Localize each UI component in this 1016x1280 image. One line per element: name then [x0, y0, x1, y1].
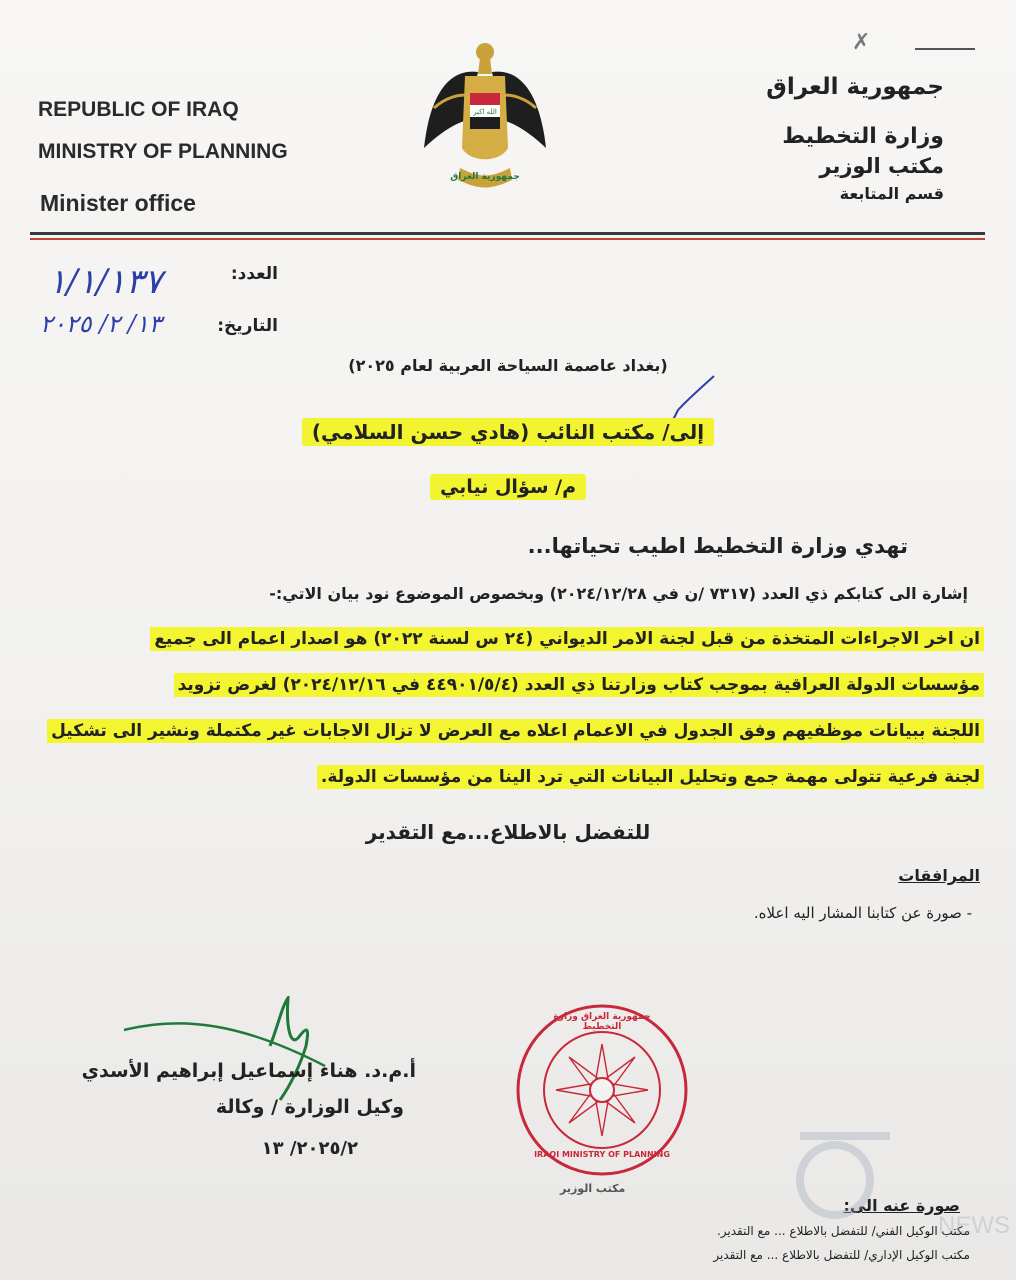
- margin-mark: ✗: [852, 30, 871, 55]
- number-value: ١/١/١٣٧: [48, 262, 163, 302]
- margin-dash: [915, 48, 975, 50]
- news-watermark-logo: [790, 1130, 900, 1224]
- stamp-under-text: مكتب الوزير: [560, 1182, 626, 1195]
- attachments-title: المرافقات: [898, 866, 980, 885]
- body-line: مؤسسات الدولة العراقية بموجب كتاب وزارتنا ذي العدد (٤٤٩٠١/٥/٤ في ٢٠٢٤/١٢/١٦) لغرض تزويد: [29, 666, 984, 712]
- header-ar-ministry: وزارة التخطيط: [782, 124, 944, 149]
- copies-item: مكتب الوكيل الإداري/ للتفضل بالاطلاع ... مع التقدير: [713, 1248, 970, 1262]
- header-ar-country: جمهورية العراق: [766, 74, 944, 100]
- date-value: ١٣/ ٢/ ٢٠٢٥: [40, 310, 162, 338]
- greeting: تهدي وزارة التخطيط اطيب تحياتها...: [527, 534, 908, 558]
- stamp-top-text: جمهورية العراق وزارة التخطيط: [553, 1012, 651, 1032]
- copies-title: صورة عنه الى:: [843, 1196, 960, 1215]
- recipient-line: [0, 420, 1016, 444]
- header-ar-office: مكتب الوزير: [819, 154, 944, 178]
- copies-item: مكتب الوكيل الفني/ للتفضل بالاطلاع ... مع التقدير.: [716, 1224, 970, 1238]
- header-en-ministry: MINISTRY OF PLANNING: [38, 140, 288, 163]
- signatory-title: وكيل الوزارة / وكالة: [215, 1096, 404, 1118]
- iraq-emblem-icon: [420, 38, 550, 208]
- header-rule-red: [30, 238, 985, 240]
- body-line: اللجنة ببيانات موظفيهم وفق الجدول في الاعمام اعلاه مع العرض لا تزال الاجابات غير مكتملة ونشير الى تشكيل: [29, 712, 984, 758]
- handwritten-signature: [120, 996, 350, 1110]
- ministry-stamp: [512, 1000, 692, 1180]
- header-en-country: REPUBLIC OF IRAQ: [38, 98, 239, 121]
- signatory-name: أ.م.د. هناء إسماعيل إبراهيم الأسدي: [81, 1060, 416, 1082]
- subject-text: م/ سؤال نيابي: [430, 474, 586, 500]
- header-ar-department: قسم المتابعة: [839, 184, 944, 203]
- emblem-caption: جمهورية العراق: [450, 172, 520, 182]
- number-label: العدد:: [230, 264, 278, 284]
- subject-line: [0, 476, 1016, 498]
- body-line: لجنة فرعية تتولى مهمة جمع وتحليل البيانات التي ترد الينا من مؤسسات الدولة.: [29, 758, 984, 804]
- recipient-text: إلى/ مكتب النائب (هادي حسن السلامي): [302, 418, 714, 446]
- body-line: ان اخر الاجراءات المتخذة من قبل لجنة الامر الديواني (٢٤ س لسنة ٢٠٢٢) هو اصدار اعمام الى جميع: [29, 620, 984, 666]
- header-en-office: Minister office: [40, 190, 196, 216]
- body-paragraph: [29, 620, 984, 804]
- watermark-text: NEWS: [938, 1212, 1010, 1239]
- closing-line: للتفضل بالاطلاع...مع التقدير: [365, 820, 651, 844]
- date-label: التاريخ:: [217, 316, 278, 336]
- header-rule-dark: [30, 232, 985, 235]
- intro-paragraph: إشارة الى كتابكم ذي العدد (٧٣١٧ /ن في ٢٠٢٤/١٢/٢٨) وبخصوص الموضوع نود بيان الاتي:-: [269, 584, 968, 603]
- slogan: (بغداد عاصمة السياحة العربية لعام ٢٠٢٥): [348, 356, 668, 375]
- signature-date: ٢٠٢٥/٢/ ١٣: [261, 1138, 358, 1159]
- stamp-bottom-text: IRAQI MINISTRY OF PLANNING: [534, 1150, 670, 1159]
- svg-text:الله اكبر: الله اكبر: [473, 108, 497, 116]
- attachments-item: - صورة عن كتابنا المشار اليه اعلاه.: [753, 904, 972, 922]
